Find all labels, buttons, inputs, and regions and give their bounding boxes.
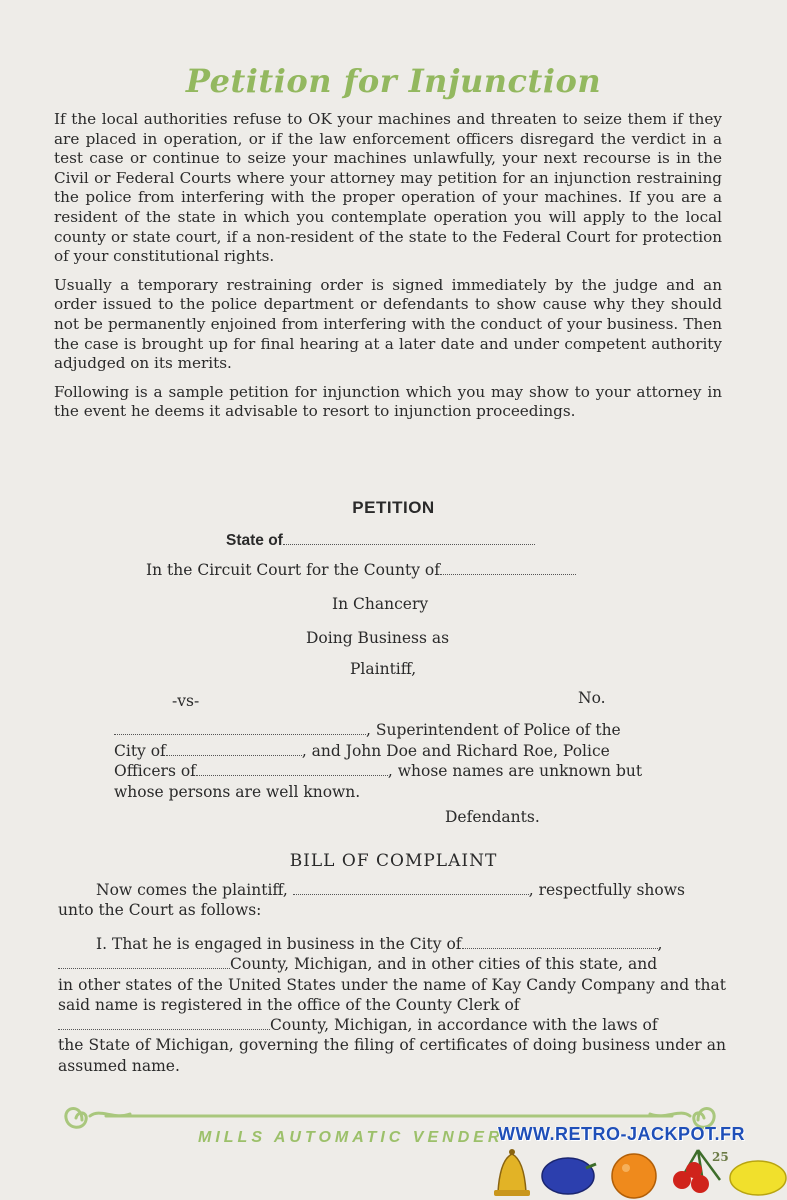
item-one-paragraph [58, 934, 726, 1076]
in-chancery: In Chancery [332, 595, 429, 613]
county-line-2 [58, 1015, 726, 1035]
blank-field [440, 562, 576, 575]
state-of-label: State of [226, 532, 283, 549]
plaintiff-label: Plaintiff, [350, 660, 417, 678]
blank-field [166, 743, 302, 756]
blank-field [283, 532, 535, 545]
bell-icon [494, 1149, 530, 1196]
county-text-2: County, Michigan, in accordance with the laws of [270, 1016, 658, 1035]
item-one-start: I. That he is engaged in business in the City of [96, 935, 462, 953]
state-of-line [226, 531, 535, 550]
county-text-1: County, Michigan, and in other cities of this state, and [230, 955, 658, 974]
page-number: 25 [712, 1150, 729, 1164]
intro-paragraph-2: Usually a temporary restraining order is signed immediately by the judge and an order issued to the police department or defendants to show cause why they should not be permanently enjoined from interfering with the conduct of your business. Then the case is brought up for final hearing at a later date and under competent authority adjudged on its merits. [54, 275, 722, 373]
blank-field [196, 763, 388, 776]
blank-field [114, 722, 366, 735]
circuit-court-line [146, 561, 576, 579]
superintendent-text: , Superintendent of Police of the [366, 721, 621, 739]
blank-field [58, 956, 230, 969]
defendants-label: Defendants. [445, 808, 540, 826]
county-line-1 [58, 954, 726, 974]
unto-court-line: unto the Court as follows: [58, 901, 262, 920]
now-comes-text: Now comes the plaintiff, [96, 881, 288, 899]
item-one-first-line [58, 934, 726, 954]
city-line [114, 741, 668, 762]
whose-names-text: , whose names are unknown but [387, 762, 643, 780]
petition-heading: PETITION [352, 498, 435, 517]
intro-paragraph-1: If the local authorities refuse to OK your machines and threaten to seize them if they are placed in operation, or if the law enforcement officers disregard the verdict in a test case or continue to seize your machines unlawfully, your next recourse is in the Civil or Federal Courts where your attorney may petition for an injunction restraining the police from interfering with the proper operation of your machines. If you are a resident of the state in which you contemplate operation you will apply to the local county or state court, if a non-resident of the state to the Federal Court for protection of your constitutional rights. [54, 110, 722, 266]
intro-text [54, 110, 722, 431]
page-title: Petition for Injunction [185, 62, 602, 100]
lemon-icon [730, 1161, 786, 1195]
blank-field [58, 1017, 270, 1030]
orange-icon [612, 1154, 656, 1198]
slot-fruit-symbols [486, 1140, 787, 1200]
versus-label: -vs- [172, 692, 200, 710]
officers-line [114, 761, 668, 782]
blank-field [462, 936, 658, 949]
officers-of-label: Officers of [114, 762, 196, 780]
now-comes-line [58, 880, 726, 900]
bill-heading: BILL OF COMPLAINT [289, 851, 498, 871]
defendants-block [114, 720, 668, 802]
now-comes-paragraph [58, 880, 726, 921]
city-of-label: City of [114, 741, 166, 760]
item-one-end: the State of Michigan, governing the filing of certificates of doing business under an assumed name. [58, 1036, 726, 1075]
whose-persons-line: whose persons are well known. [114, 782, 361, 801]
respectfully-text: , respectfully shows [528, 881, 685, 899]
item-one-middle: in other states of the United States under the name of Kay Candy Company and that said name is registered in the office of the County Clerk of [58, 975, 726, 1014]
case-number-label: No. [578, 689, 606, 707]
footer-brand: MILLS AUTOMATIC VENDER [198, 1129, 504, 1146]
intro-paragraph-3: Following is a sample petition for injunction which you may show to your attorney in the event he deems it advisable to resort to injunction proceedings. [54, 382, 722, 421]
doing-business-as: Doing Business as [306, 629, 450, 647]
comma: , [657, 935, 663, 953]
superintendent-line [114, 720, 668, 741]
site-watermark: WWW.RETRO-JACKPOT.FR [498, 1124, 745, 1144]
circuit-court-label: In the Circuit Court for the County of [146, 561, 440, 579]
john-doe-text: , and John Doe and Richard Roe, Police [301, 741, 610, 760]
blank-field [293, 882, 529, 895]
plum-icon [542, 1158, 596, 1194]
